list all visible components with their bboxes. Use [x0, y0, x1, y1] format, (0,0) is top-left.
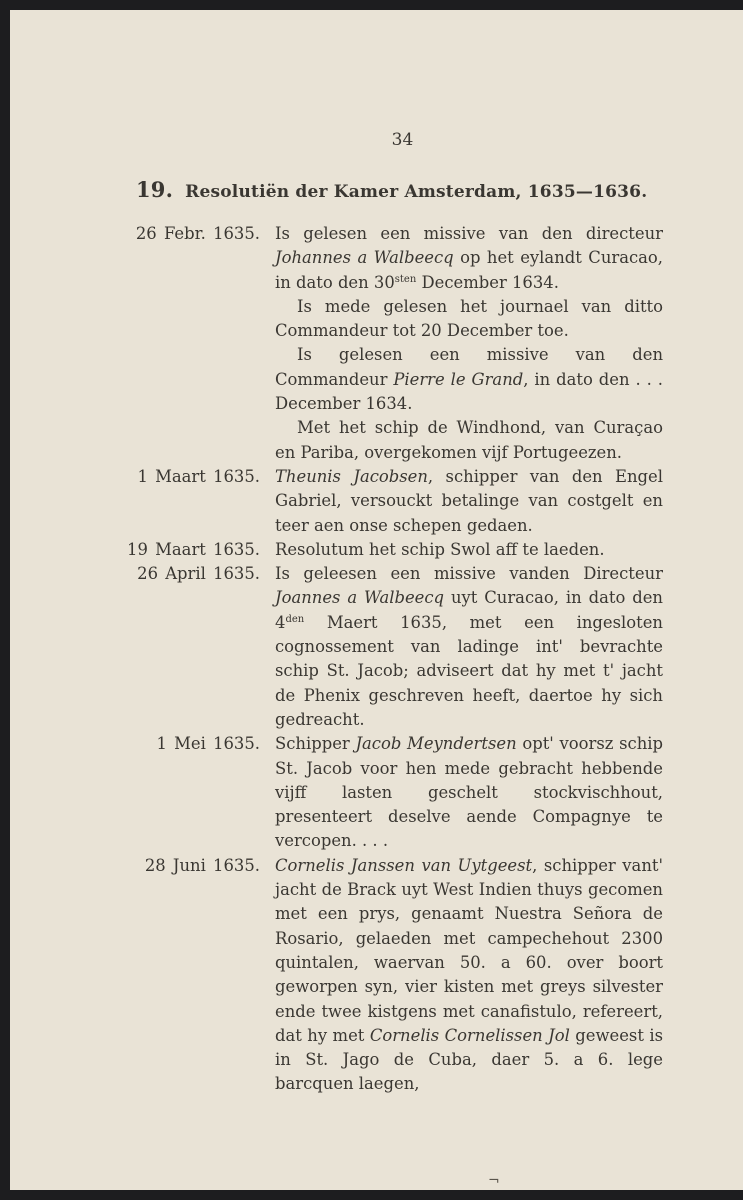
superscript: sten — [394, 273, 417, 285]
entry-date: 28 Juni 1635. — [144, 855, 260, 875]
entry — [10, 465, 743, 538]
entry-paragraph — [275, 295, 663, 344]
entry-date: 1 Maart 1635. — [137, 466, 260, 486]
text-segment: op het eylandt Curacao, in dato den 30 — [275, 248, 664, 292]
superscript: den — [285, 613, 305, 625]
italic-name: Theunis Jacobsen — [275, 466, 428, 486]
resolution-entries — [10, 222, 743, 1097]
entry-paragraph — [275, 222, 663, 295]
section-number: 19. — [136, 177, 174, 202]
italic-name: Cornelis Janssen van Uytgeest — [275, 855, 533, 875]
text-segment: Is mede gelesen het journael van ditto Commandeur tot 20 December toe. — [275, 296, 663, 341]
text-segment: , schipper van den Engel Gabriel, versouckt betalinge van costgelt en teer aen onse schepen gedaen. — [275, 466, 663, 535]
text-segment: , in dato den . . . December 1634. — [275, 369, 663, 414]
entry — [10, 222, 743, 465]
italic-name: Pierre le Grand — [393, 369, 524, 389]
text-segment: Is geleesen een missive vanden Directeur — [275, 564, 663, 584]
entry-text — [275, 465, 663, 538]
section-title: Resolutiën der Kamer Amsterdam, 1635—1636. — [185, 182, 648, 202]
italic-name: Joannes a Walbeecq — [275, 588, 445, 608]
page-number: 34 — [391, 130, 414, 150]
italic-name: Johannes a Walbeecq — [275, 248, 454, 268]
entry-date: 19 Maart 1635. — [127, 539, 260, 559]
document-page — [10, 10, 743, 1190]
text-segment: Met het schip de Windhond, van Curaçao en Pariba, overgekomen vijf Portugeezen. — [275, 418, 663, 462]
entry-text — [275, 562, 663, 732]
text-segment: , schipper vant' jacht de Brack uyt West Indien thuys gecomen met een prys, genaamt Nuestra Señora de Rosario, gelaeden met campechehout 2300 quintalen, waervan 50. a 60. over boort geworpen syn, vier kisten met greys silvester ende twee kistgens met canafistulo, refereert, dat hy met — [275, 855, 663, 1045]
entry-paragraph — [275, 343, 663, 416]
text-segment: opt' voorsz schip St. Jacob voor hen mede gebracht hebbende vijff lasten geschelt stockvischhout, presenteert deselve aende Compagnye te vercopen. . . . — [275, 734, 664, 851]
entry — [10, 732, 743, 853]
entry-paragraph — [275, 465, 663, 538]
text-segment: Resolutum het schip Swol aff te laeden. — [275, 539, 605, 559]
italic-name: Cornelis Cornelissen Jol — [369, 1025, 570, 1045]
italic-name: Jacob Meyndertsen — [355, 734, 517, 754]
text-segment: uyt Curacao, in dato den 4 — [275, 588, 663, 632]
entry — [10, 562, 743, 732]
entry-paragraph — [275, 732, 663, 853]
entry-text — [275, 222, 663, 465]
text-segment: Schipper — [275, 734, 356, 754]
entry-paragraph — [275, 562, 663, 732]
text-segment: Is gelesen een missive van den Commandeur — [275, 345, 663, 389]
entry-date: 1 Mei 1635. — [156, 734, 260, 754]
entry-text — [275, 854, 663, 1097]
text-segment: Is gelesen een missive van den directeur — [275, 224, 663, 243]
entry-paragraph — [275, 854, 663, 1097]
footer-mark: ¬ — [488, 1173, 500, 1189]
entry-text — [275, 538, 663, 562]
entry-date: 26 April 1635. — [137, 564, 260, 584]
entry — [10, 538, 743, 562]
section-heading — [136, 177, 647, 202]
entry — [10, 854, 743, 1097]
entry-paragraph — [275, 416, 663, 465]
entry-paragraph — [275, 538, 663, 562]
text-segment: geweest is in St. Jago de Cuba, daer 5. a 6. lege barcquen laegen, — [275, 1025, 663, 1094]
entry-date: 26 Febr. 1635. — [135, 224, 260, 243]
text-segment: Maert 1635, met een ingesloten cognossement van ladinge int' bevrachte schip St. Jacob; adviseert dat hy met t' jacht de Phenix geschreven heeft, daertoe hy sich gedreacht. — [275, 612, 663, 729]
entry-text — [275, 732, 663, 853]
text-segment: December 1634. — [416, 272, 559, 292]
